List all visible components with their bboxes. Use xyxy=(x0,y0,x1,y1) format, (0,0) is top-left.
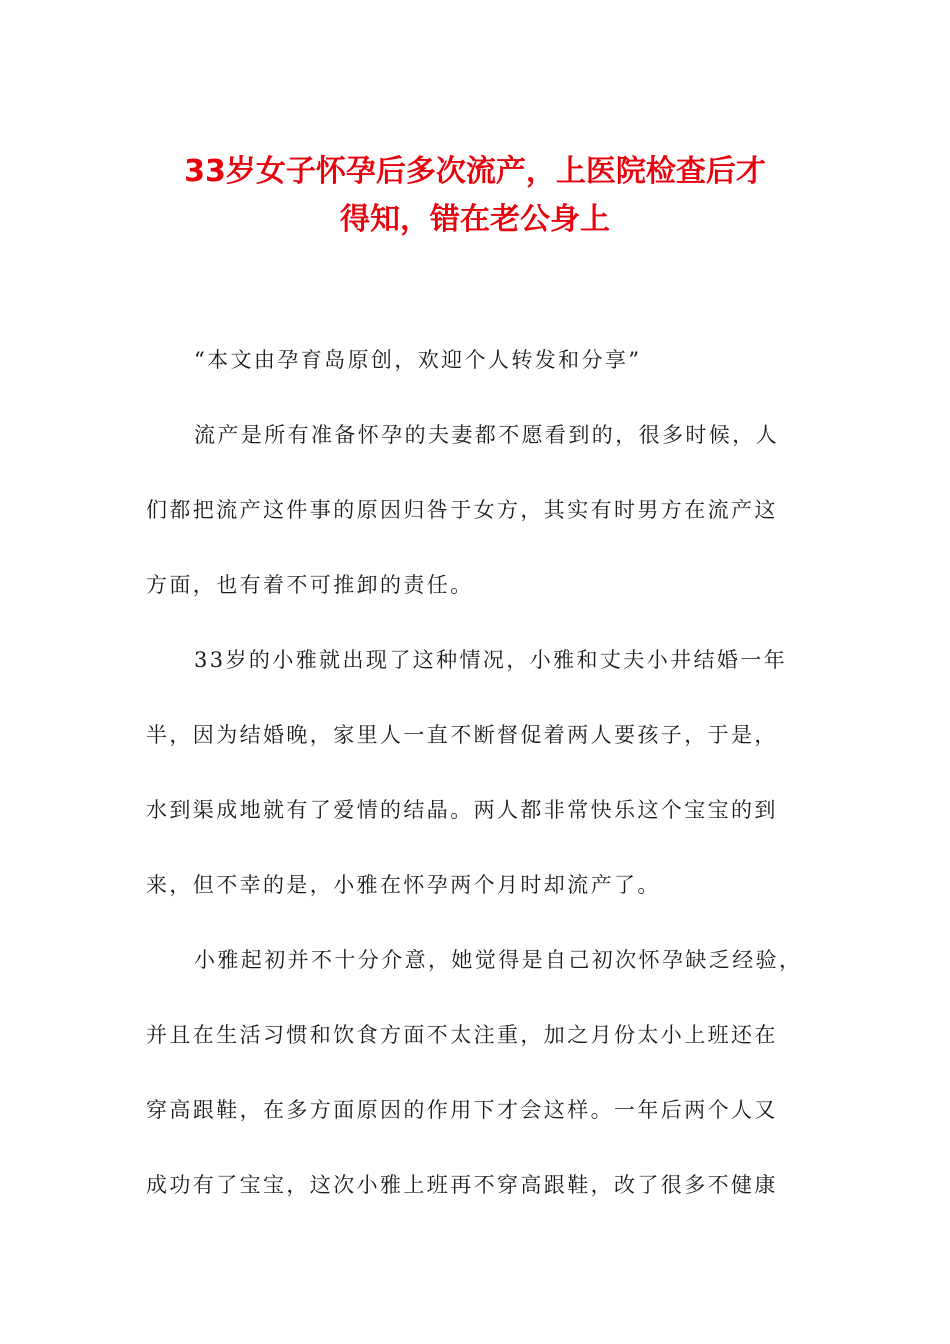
text-line: 来，但不幸的是，小雅在怀孕两个月时却流产了。 xyxy=(146,873,661,897)
text-line: 成功有了宝宝，这次小雅上班再不穿高跟鞋，改了很多不健康 xyxy=(146,1173,778,1197)
text-line: 并且在生活习惯和饮食方面不太注重，加之月份太小上班还在 xyxy=(146,1023,778,1047)
title-line-2: 得知，错在老公身上 xyxy=(340,202,610,237)
article-body xyxy=(146,323,806,1223)
paragraph-3 xyxy=(146,923,806,1223)
text-line: 半，因为结婚晚，家里人一直不断督促着两人要孩子，于是， xyxy=(146,723,778,747)
paragraph-2 xyxy=(146,623,806,923)
text-line: 水到渠成地就有了爱情的结晶。两人都非常快乐这个宝宝的到 xyxy=(146,798,778,822)
paragraph-1 xyxy=(146,398,806,623)
text-line: 穿高跟鞋，在多方面原因的作用下才会这样。一年后两个人又 xyxy=(146,1098,778,1122)
text-line: 小雅起初并不十分介意，她觉得是自己初次怀孕缺乏经验， xyxy=(194,948,803,972)
paragraph-copyright-notice xyxy=(146,323,806,398)
document-title xyxy=(120,148,830,244)
text-line: 33岁的小雅就出现了这种情况，小雅和丈夫小井结婚一年 xyxy=(194,648,788,672)
text-line: “本文由孕育岛原创，欢迎个人转发和分享” xyxy=(194,348,642,372)
title-line-1: 33岁女子怀孕后多次流产，上医院检查后才 xyxy=(184,154,766,189)
text-line: 们都把流产这件事的原因归咎于女方，其实有时男方在流产这 xyxy=(146,498,778,522)
text-line: 流产是所有准备怀孕的夫妻都不愿看到的，很多时候，人 xyxy=(194,423,779,447)
text-line: 方面，也有着不可推卸的责任。 xyxy=(146,573,474,597)
